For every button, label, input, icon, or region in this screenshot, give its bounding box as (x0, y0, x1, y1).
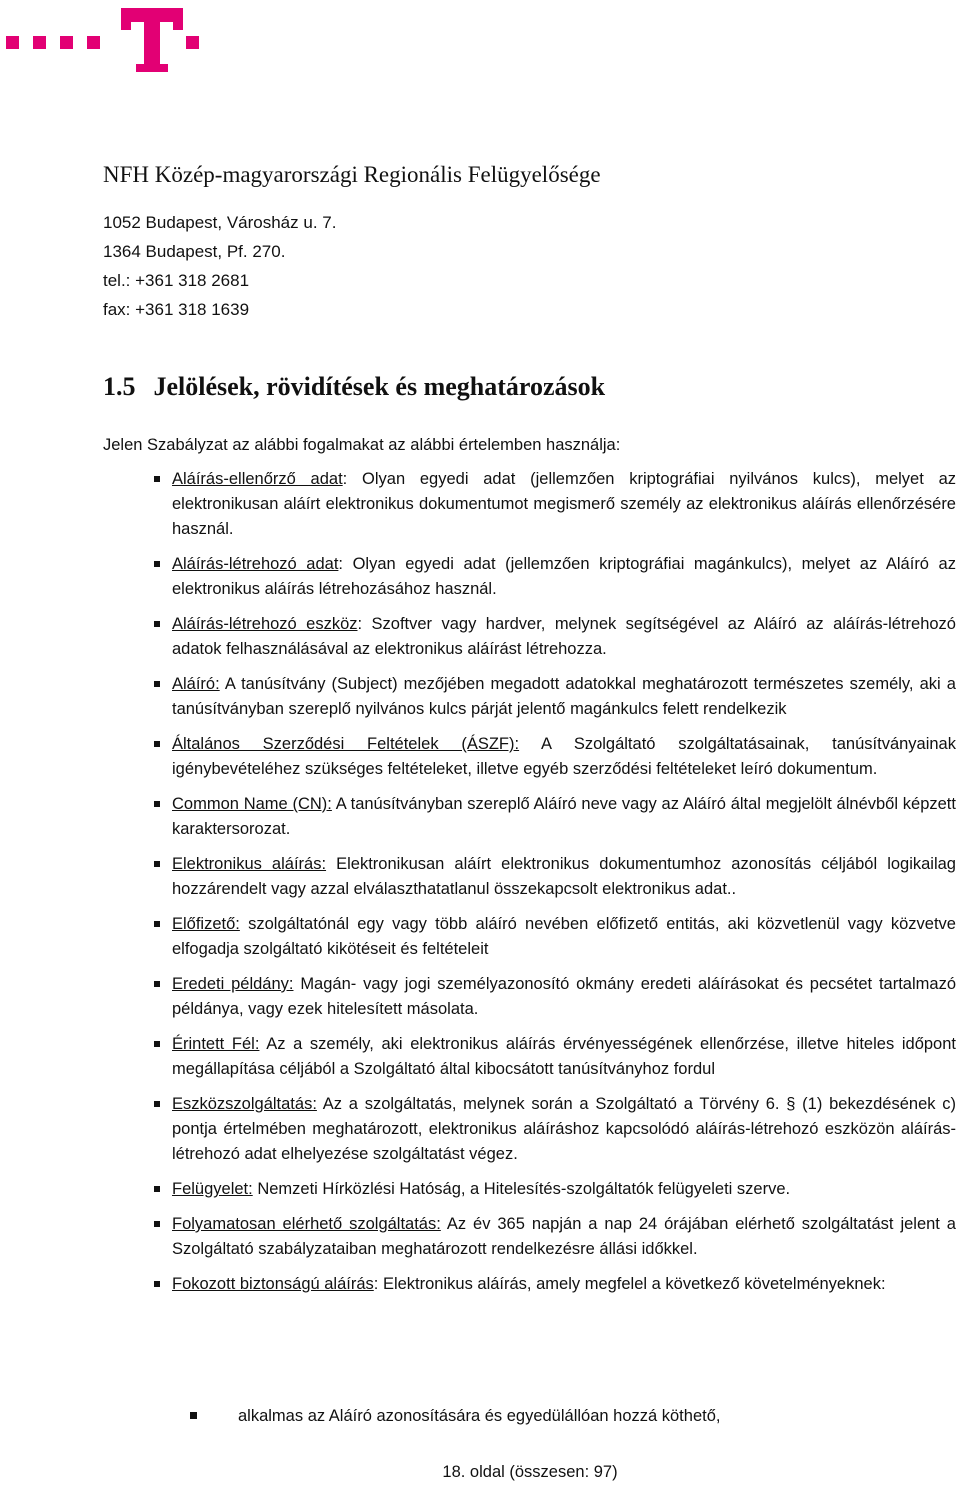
fax-line: fax: +361 318 1639 (103, 300, 250, 319)
definition-item (152, 552, 956, 602)
telekom-logo (0, 0, 200, 80)
logo-t-stem (144, 8, 160, 72)
definition-separator: : (342, 470, 363, 488)
address-line: 1052 Budapest, Városház u. 7. (103, 213, 337, 232)
logo-square (186, 36, 199, 49)
definition-text: Az a személy, aki elektronikus aláírás érvényességének ellenőrzése, illetve hiteles időpont megállapítása céljából a Szolgáltató által kibocsátott tanúsítványhoz fordul (172, 1035, 956, 1078)
definition-separator: : (338, 555, 353, 573)
definition-text: Az a szolgáltatás, melynek során a Szolgáltató a Törvény 6. § (1) bekezdésének c) pontja értelmében meghatározott, elektronikus aláíráshoz kapcsolódó aláírás-létrehozó eszközön aláírás-létrehozó adat elhelyezése szolgáltatást végez. (172, 1095, 956, 1163)
logo-square (33, 36, 46, 49)
square-bullet-icon (154, 1101, 160, 1107)
definition-text: Nemzeti Hírközlési Hatóság, a Hitelesítés-szolgáltatók felügyeleti szerve. (257, 1180, 791, 1198)
definition-separator (240, 915, 248, 933)
definition-term: Felügyelet: (172, 1180, 253, 1198)
phone-line: tel.: +361 318 2681 (103, 271, 250, 290)
square-bullet-icon (154, 1221, 160, 1227)
sub-list-text: alkalmas az Aláíró azonosítására és egyedülállóan hozzá köthető, (238, 1407, 721, 1425)
definition-item (152, 1092, 956, 1167)
definition-term: Aláírás-létrehozó adat (172, 555, 339, 573)
section-title: Jelölések, rövidítések és meghatározások (153, 372, 606, 401)
square-bullet-icon (154, 681, 160, 687)
square-bullet-icon (154, 921, 160, 927)
definition-item (152, 467, 956, 542)
square-bullet-icon (154, 741, 160, 747)
organization-name: NFH Közép-magyarországi Regionális Felügyelősége (103, 162, 601, 187)
definition-term: Fokozott biztonságú aláírás (172, 1275, 374, 1293)
definition-term: Eszközszolgáltatás: (172, 1095, 317, 1113)
square-bullet-icon (154, 861, 160, 867)
definition-item (152, 612, 956, 662)
definition-item (152, 852, 956, 902)
square-bullet-icon (154, 476, 160, 482)
definition-text: A Szolgáltató szolgáltatásainak, tanúsítványainak igénybevételéhez szükséges feltételeket, illetve egyéb szerződési feltételeket leíró dokumentum. (172, 735, 956, 778)
definition-separator (519, 735, 541, 753)
square-bullet-icon (154, 1186, 160, 1192)
square-bullet-icon (154, 981, 160, 987)
definition-item (152, 1212, 956, 1262)
definition-term: Aláírás-ellenőrző adat (172, 470, 343, 488)
definition-list (152, 467, 956, 1307)
definition-text: A tanúsítvány (Subject) mezőjében megadott adatokkal meghatározott természetes személy, aki a tanúsítványban szereplő nyilvános kulcs párját jelentő magánkulcs felett rendelkezik (172, 675, 956, 718)
definition-text: Elektronikus aláírás, amely megfelel a következő követelményeknek: (382, 1275, 886, 1293)
logo-square (60, 36, 73, 49)
definition-term: Aláíró: (172, 675, 220, 693)
sub-list-item (190, 1404, 960, 1429)
definition-item (152, 1177, 956, 1202)
address-block (103, 160, 903, 324)
square-bullet-icon (190, 1412, 197, 1419)
definition-separator: : (373, 1275, 383, 1293)
definition-text: Magán- vagy jogi személyazonosító okmány eredeti aláírásokat és pecsétet tartalmazó példánya, vagy ezek hitelesített másolata. (172, 975, 956, 1018)
definition-item (152, 672, 956, 722)
definition-item (152, 1032, 956, 1082)
definition-item (152, 792, 956, 842)
definition-term: Eredeti példány: (172, 975, 294, 993)
definition-term: Előfizető: (172, 915, 240, 933)
square-bullet-icon (154, 801, 160, 807)
definition-separator (326, 855, 336, 873)
logo-t-foot (136, 64, 168, 72)
definition-term: Elektronikus aláírás: (172, 855, 327, 873)
definition-term: Common Name (CN): (172, 795, 332, 813)
definition-item (152, 972, 956, 1022)
square-bullet-icon (154, 1281, 160, 1287)
definition-term: Általános Szerződési Feltételek (ÁSZF): (172, 735, 520, 753)
logo-square (87, 36, 100, 49)
definition-term: Folyamatosan elérhető szolgáltatás: (172, 1215, 441, 1233)
page-footer: 18. oldal (összesen: 97) (442, 1463, 618, 1481)
definition-text: Szoftver vagy hardver, melynek segítségével az Aláíró az aláírás-létrehozó adatok felhasználásával az elektronikus aláírást létrehozza. (172, 615, 956, 658)
po-box-line: 1364 Budapest, Pf. 270. (103, 242, 286, 261)
definition-separator: : (357, 615, 372, 633)
section-heading (103, 370, 605, 404)
definition-text: Olyan egyedi adat (jellemzően kriptográfiai magánkulcs), melyet az Aláíró az elektronikus aláírás létrehozásához használ. (172, 555, 956, 598)
definition-item (152, 912, 956, 962)
definition-text: Elektronikusan aláírt elektronikus dokumentumhoz azonosítás céljából logikailag hozzárendelt vagy azzal elválaszthatatlanul összekapcsolt elektronikus adat.. (172, 855, 956, 898)
definition-text: szolgáltatónál egy vagy több aláíró nevében előfizető entitás, aki közvetlenül vagy közvetve elfogadja szolgáltató kikötéseit és feltételeit (172, 915, 956, 958)
square-bullet-icon (154, 1041, 160, 1047)
definition-item (152, 732, 956, 782)
square-bullet-icon (154, 621, 160, 627)
definition-text: A tanúsítványban szereplő Aláíró neve vagy az Aláíró által megjelölt álnévből képzett karaktersorozat. (172, 795, 956, 838)
logo-square (6, 36, 19, 49)
definition-text: Az év 365 napján a nap 24 órájában elérhető szolgáltatást jelent a Szolgáltató szabályzataiban meghatározott rendelkezésre állási időkkel. (172, 1215, 956, 1258)
definition-term: Érintett Fél: (172, 1035, 260, 1053)
definition-text: Olyan egyedi adat (jellemzően kriptográfiai nyilvános kulcs), melyet az elektronikusan aláírt elektronikus dokumentumot megismerő személy az elektronikus aláírás ellenőrzésére használ. (172, 470, 956, 538)
definition-item (152, 1272, 956, 1297)
section-number: 1.5 (103, 372, 136, 401)
definition-term: Aláírás-létrehozó eszköz (172, 615, 358, 633)
square-bullet-icon (154, 561, 160, 567)
intro-paragraph: Jelen Szabályzat az alábbi fogalmakat az alábbi értelemben használja: (103, 436, 621, 454)
